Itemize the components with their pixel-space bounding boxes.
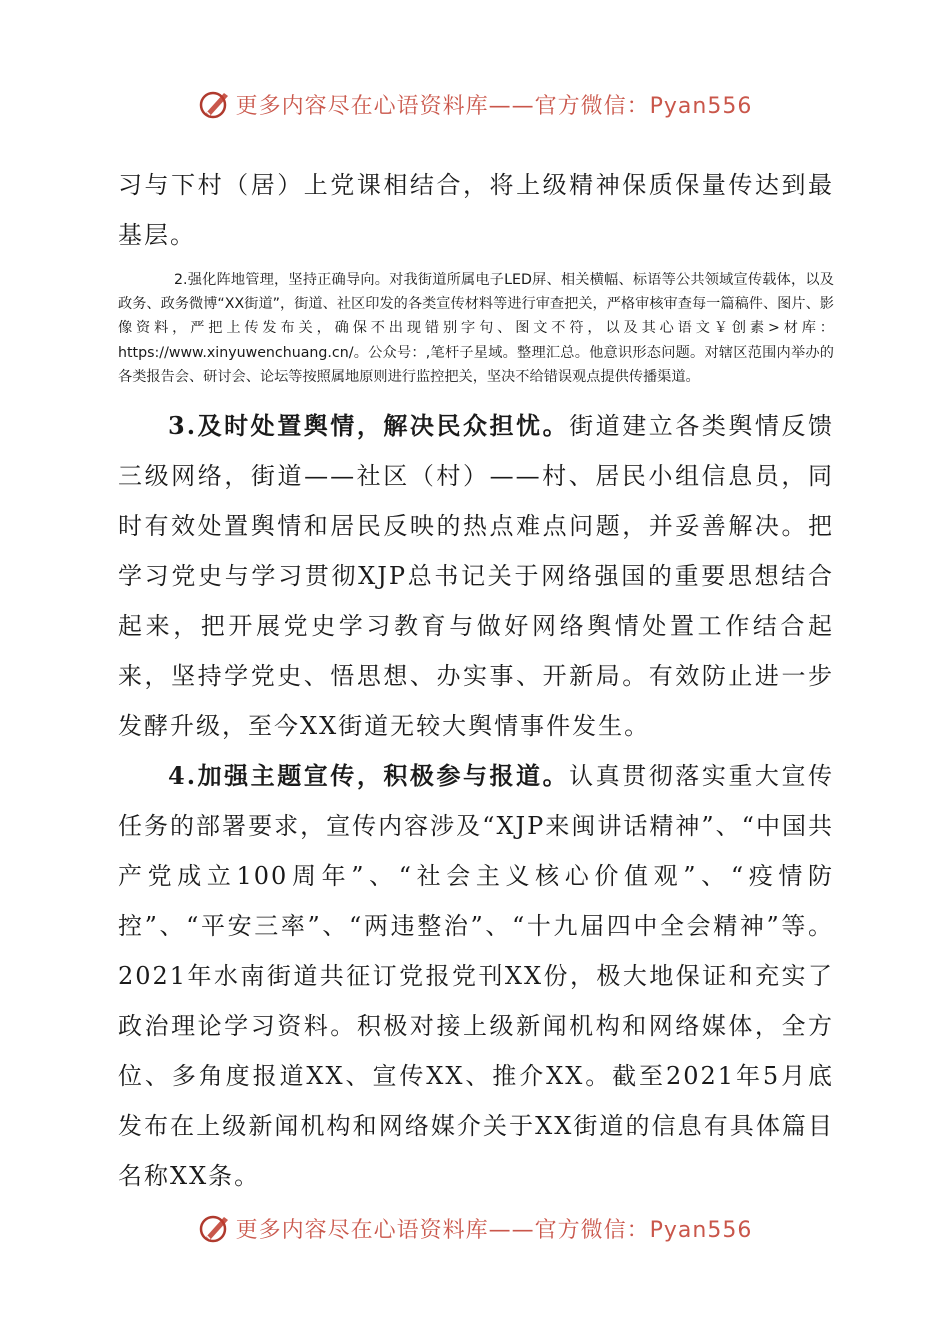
header-watermark [0,84,950,124]
paragraph-4-heading: 4.加强主题宣传，积极参与报道。 [168,761,570,791]
paragraph-4-body: 认真贯彻落实重大宣传任务的部署要求，宣传内容涉及“XJP来闽讲话精神”、“中国共产党成立100周年”、“社会主义核心价值观”、“疫情防控”、“平安三率”、“两违整治”、“十九届四中全会精神”等。2021年水南街道共征订党报党刊XX份，极大地保证和充实了政治理论学习资料。积极对接上级新闻机构和网络媒体，全方位、多角度报道XX、宣传XX、推介XX。截至2021年5月底发布在上级新闻机构和网络媒介关于XX街道的信息有具体篇目名称XX条。 [118,762,834,1191]
paragraph-2-text: 2.强化阵地管理，坚持正确导向。对我街道所属电子LED屏、相关横幅、标语等公共领域宣传载体，以及政务、政务微博“XX街道”，街道、社区印发的各类宣传材料等进行审查把关，严格审核审查每一篇稿件、图片、影像资料，严把上传发布关，确保不出现错别字句、图文不符，以及其心语文￥创素>材库：https://www.xinyuwenchuang.cn/。公众号：,笔杆子星域。整理汇总。他意识形态问题。对辖区范围内举办的各类报告会、研讨会、论坛等按照属地原则进行监控把关，坚决不给错误观点提供传播渠道。 [118,272,834,385]
watermark-text: 更多内容尽在心语资料库——官方微信：Pyan556 [235,93,753,119]
paragraph-1: 习与下村（居）上党课相结合，将上级精神保质保量传达到最基层。 [118,171,834,249]
document-body [118,160,834,1201]
paragraph-2 [118,268,834,389]
paragraph-4 [118,751,834,1201]
pen-logo-icon [198,1211,232,1245]
watermark-text: 更多内容尽在心语资料库——官方微信：Pyan556 [235,1217,753,1243]
paragraph-3 [118,401,834,751]
paragraph-3-body: 街道建立各类舆情反馈三级网络，街道——社区（村）——村、居民小组信息员，同时有效处置舆情和居民反映的热点难点问题，并妥善解决。把学习党史与学习贯彻XJP总书记关于网络强国的重要思想结合起来，把开展党史学习教育与做好网络舆情处置工作结合起来，坚持学党史、悟思想、办实事、开新局。有效防止进一步发酵升级，至今XX街道无较大舆情事件发生。 [118,412,834,741]
footer-watermark [0,1208,950,1248]
paragraph-3-heading: 3.及时处置舆情，解决民众担忧。 [168,411,570,441]
pen-logo-icon [198,87,232,121]
